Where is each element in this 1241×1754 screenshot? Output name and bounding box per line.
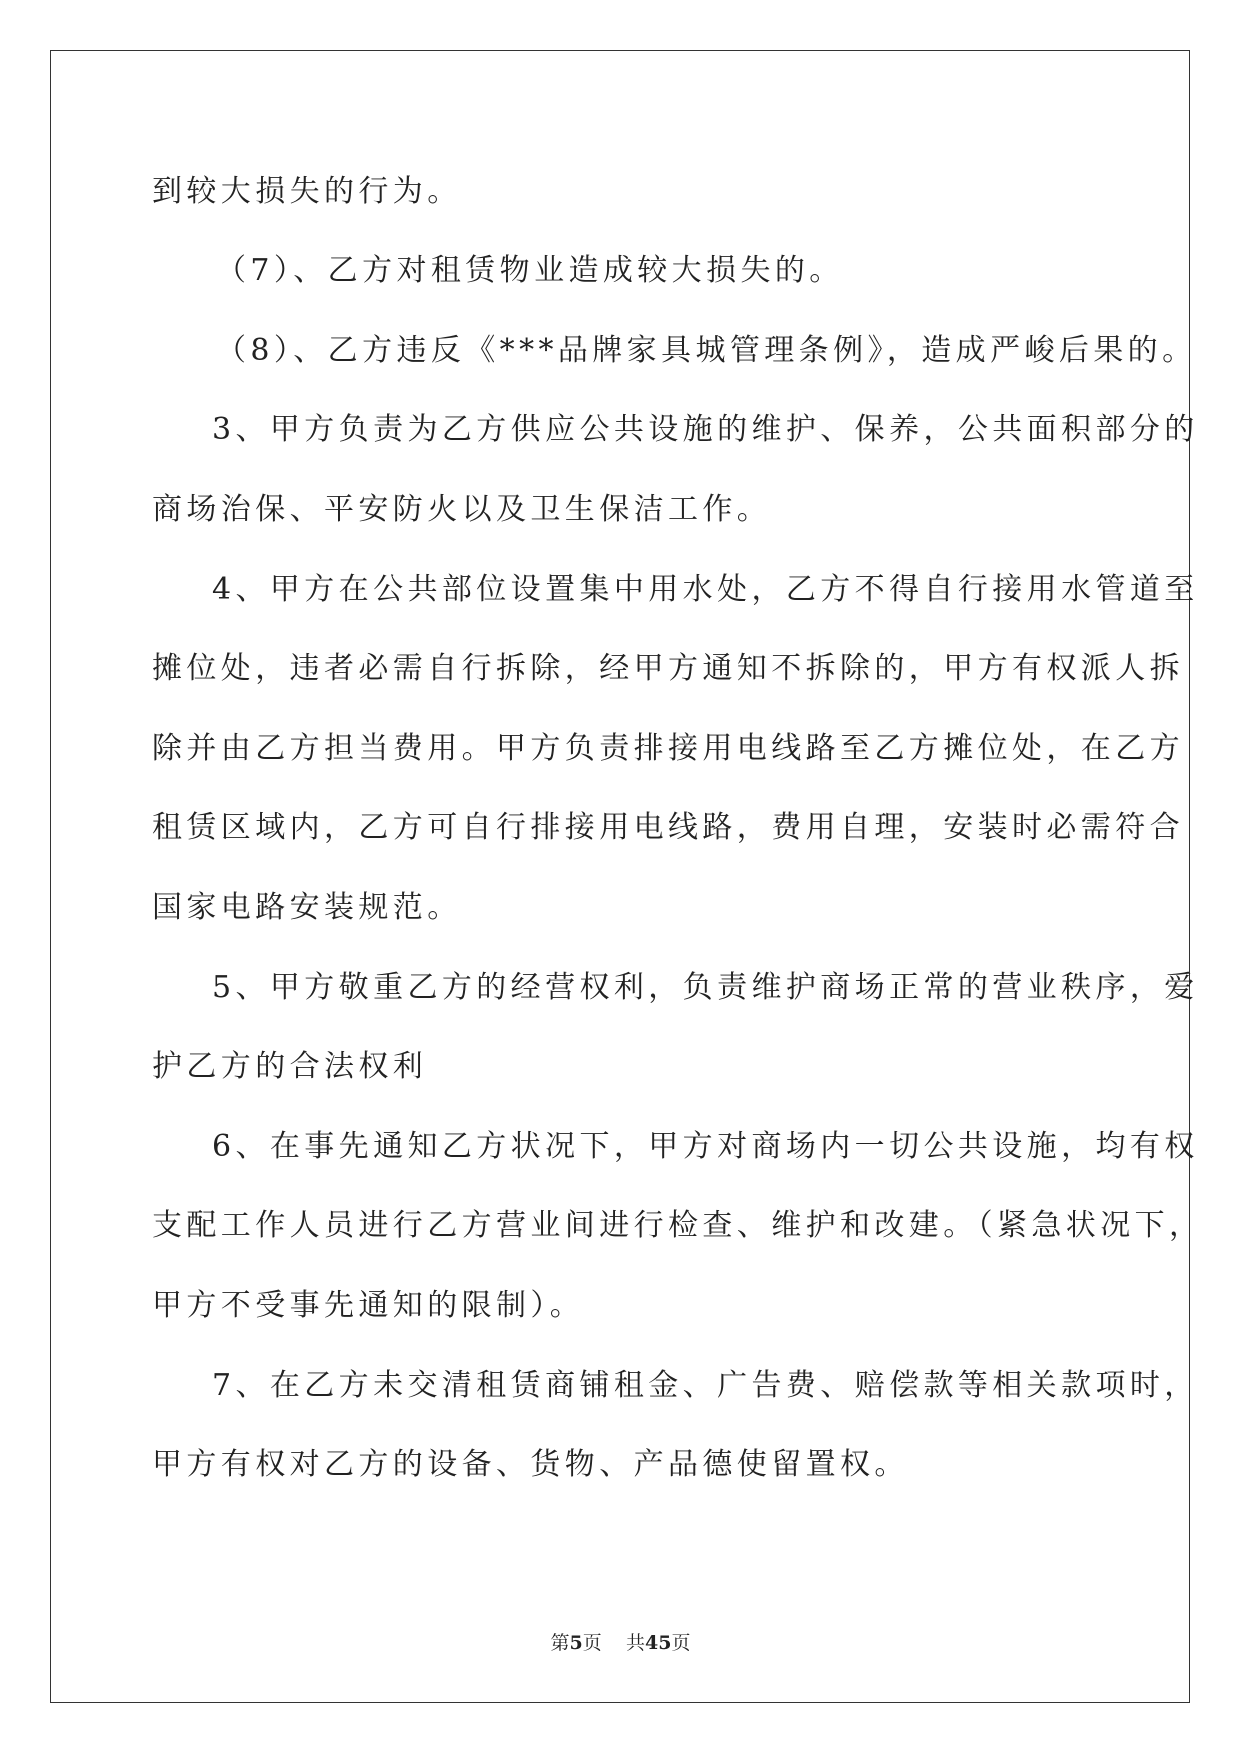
footer-total-pages: 45 [644, 1632, 672, 1654]
body-line-15: 甲方不受事先通知的限制）。 [152, 1288, 585, 1323]
body-line-6: 4、甲方在公共部位设置集中用水处，乙方不得自行接用水管道至 [212, 572, 1199, 607]
body-line-4: 3、甲方负责为乙方供应公共设施的维护、保养，公共面积部分的 [212, 412, 1199, 447]
body-line-12: 护乙方的合法权利 [152, 1049, 428, 1084]
body-line-8: 除并由乙方担当费用。甲方负责排接用电线路至乙方摊位处，在乙方 [152, 731, 1184, 766]
body-line-14: 支配工作人员进行乙方营业间进行检查、维护和改建。（紧急状况下， [152, 1208, 1204, 1243]
body-line-9: 租赁区域内，乙方可自行排接用电线路，费用自理，安装时必需符合 [152, 810, 1184, 845]
footer-page-number: 5 [569, 1632, 583, 1654]
body-line-13: 6、在事先通知乙方状况下，甲方对商场内一切公共设施，均有权 [212, 1129, 1199, 1164]
body-line-1: 到较大损失的行为。 [152, 174, 462, 209]
body-line-2: （7）、乙方对租赁物业造成较大损失的。 [216, 253, 844, 288]
footer-page-prefix: 第 [550, 1632, 570, 1654]
body-line-17: 甲方有权对乙方的设备、货物、产品德使留置权。 [152, 1447, 909, 1482]
body-line-5: 商场治保、平安防火以及卫生保洁工作。 [152, 492, 772, 527]
body-line-3: （8）、乙方违反《***品牌家具城管理条例》，造成严峻后果的。 [216, 333, 1197, 368]
footer-page-suffix: 页 [582, 1632, 602, 1654]
footer-total-prefix: 共 [625, 1632, 645, 1654]
body-line-7: 摊位处，违者必需自行拆除，经甲方通知不拆除的，甲方有权派人拆 [152, 651, 1184, 686]
body-line-10: 国家电路安装规范。 [152, 890, 462, 925]
page-footer [0, 1628, 1241, 1655]
footer-total-suffix: 页 [671, 1632, 691, 1654]
body-line-11: 5、甲方敬重乙方的经营权利，负责维护商场正常的营业秩序，爱 [212, 970, 1199, 1005]
body-line-16: 7、在乙方未交清租赁商铺租金、广告费、赔偿款等相关款项时， [212, 1368, 1199, 1403]
